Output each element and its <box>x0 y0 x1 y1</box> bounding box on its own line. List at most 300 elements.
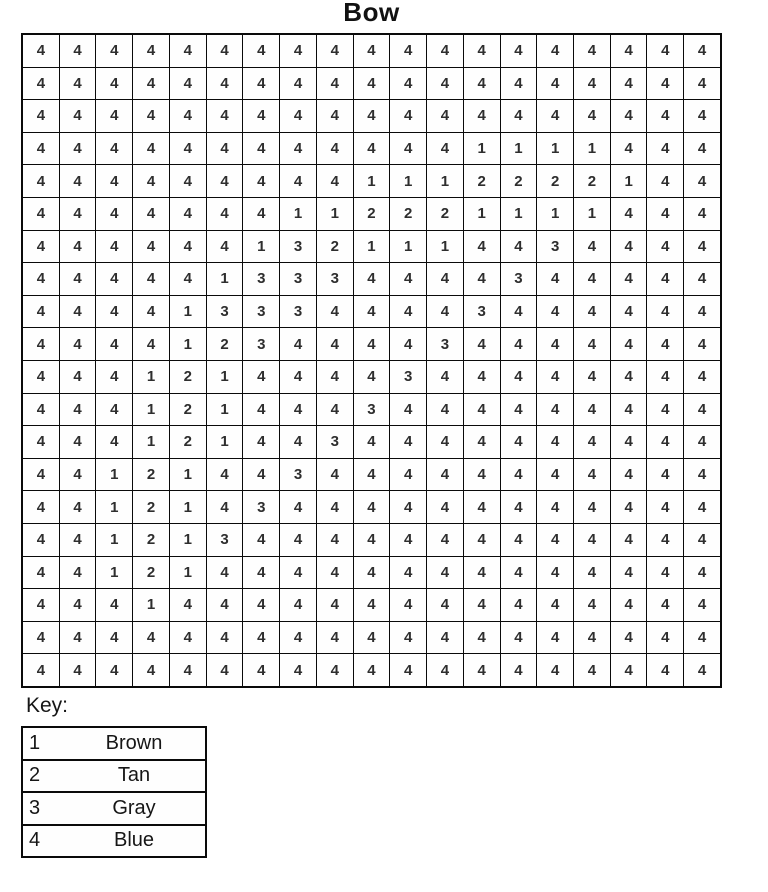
grid-cell: 1 <box>133 426 170 458</box>
grid-cell: 4 <box>23 198 60 230</box>
grid-cell: 1 <box>464 198 501 230</box>
grid-cell: 4 <box>23 100 60 132</box>
grid-cell: 4 <box>60 231 97 263</box>
grid-row <box>23 231 720 264</box>
grid-cell: 4 <box>574 328 611 360</box>
grid-cell: 4 <box>611 361 648 393</box>
grid-cell: 4 <box>207 622 244 654</box>
grid-cell: 4 <box>23 459 60 491</box>
grid-cell: 4 <box>280 361 317 393</box>
grid-cell: 4 <box>96 654 133 686</box>
grid-cell: 4 <box>354 100 391 132</box>
grid-cell: 4 <box>697 596 707 614</box>
grid-cell: 4 <box>390 328 427 360</box>
grid-cell: 2 <box>207 328 244 360</box>
grid-cell: 4 <box>647 198 684 230</box>
grid-cell: 4 <box>390 589 427 621</box>
grid-cell: 4 <box>60 622 97 654</box>
grid-cell: 4 <box>243 622 280 654</box>
grid-cell: 4 <box>280 165 317 197</box>
grid-cell: 4 <box>464 589 501 621</box>
grid-cell: 4 <box>23 231 60 263</box>
grid-cell: 4 <box>390 654 427 686</box>
grid-cell: 4 <box>697 661 707 679</box>
grid-cell: 3 <box>243 296 280 328</box>
grid-cell: 4 <box>317 394 354 426</box>
grid-cell: 4 <box>390 491 427 523</box>
grid-cell: 4 <box>697 270 707 288</box>
grid-cell: 4 <box>60 133 97 165</box>
grid-cell: 4 <box>280 426 317 458</box>
grid-cell: 4 <box>96 361 133 393</box>
grid-cell: 4 <box>390 622 427 654</box>
grid-cell: 4 <box>317 459 354 491</box>
grid-cell: 4 <box>170 35 207 67</box>
grid-cell: 4 <box>537 622 574 654</box>
grid-cell: 4 <box>317 622 354 654</box>
grid-cell: 4 <box>537 491 574 523</box>
grid-cell: 4 <box>354 296 391 328</box>
grid-cell: 4 <box>611 524 648 556</box>
grid-cell: 4 <box>427 459 464 491</box>
grid-row <box>23 622 720 655</box>
key-color-name: Tan <box>117 764 151 787</box>
grid-cell: 4 <box>60 524 97 556</box>
grid-cell: 4 <box>464 426 501 458</box>
grid-cell: 4 <box>697 531 707 549</box>
grid-cell: 1 <box>537 198 574 230</box>
grid-cell: 4 <box>697 42 707 60</box>
grid-cell: 4 <box>133 165 170 197</box>
grid-cell: 4 <box>697 74 707 92</box>
grid-cell: 4 <box>537 296 574 328</box>
grid-cell: 4 <box>354 654 391 686</box>
grid-cell: 4 <box>390 68 427 100</box>
grid-row <box>23 361 720 394</box>
grid-cell: 4 <box>647 68 684 100</box>
grid-cell: 4 <box>464 231 501 263</box>
grid-cell: 2 <box>354 198 391 230</box>
grid-cell: 4 <box>697 140 707 158</box>
grid-cell: 1 <box>170 459 207 491</box>
grid-cell: 4 <box>96 589 133 621</box>
grid-row <box>23 133 720 166</box>
grid-cell: 4 <box>23 426 60 458</box>
grid-row <box>23 394 720 427</box>
grid-row <box>23 524 720 557</box>
grid-row <box>23 165 720 198</box>
grid-cell: 4 <box>611 328 648 360</box>
grid-cell: 3 <box>317 426 354 458</box>
grid-cell: 4 <box>133 296 170 328</box>
grid-cell: 3 <box>390 361 427 393</box>
grid-cell: 4 <box>501 328 538 360</box>
grid-cell: 4 <box>574 622 611 654</box>
grid-cell: 4 <box>354 35 391 67</box>
grid-cell: 1 <box>133 394 170 426</box>
grid-cell: 4 <box>243 654 280 686</box>
grid-cell: 4 <box>647 654 684 686</box>
grid-cell: 3 <box>243 328 280 360</box>
grid-row <box>23 426 720 459</box>
grid-row <box>23 198 720 231</box>
grid-cell: 3 <box>243 263 280 295</box>
grid-cell: 4 <box>243 426 280 458</box>
grid-cell: 4 <box>60 100 97 132</box>
grid-cell: 4 <box>464 263 501 295</box>
grid-cell: 3 <box>243 491 280 523</box>
grid-cell: 3 <box>280 296 317 328</box>
grid-cell: 4 <box>207 133 244 165</box>
grid-cell: 1 <box>354 165 391 197</box>
grid-cell: 4 <box>354 491 391 523</box>
grid-cell: 4 <box>96 263 133 295</box>
grid-row <box>23 328 720 361</box>
grid-cell: 4 <box>23 133 60 165</box>
grid-cell: 3 <box>207 296 244 328</box>
grid-cell: 4 <box>611 296 648 328</box>
grid-cell: 4 <box>697 335 707 353</box>
grid-cell: 4 <box>574 100 611 132</box>
grid-cell: 4 <box>537 35 574 67</box>
grid-cell: 4 <box>317 328 354 360</box>
grid-cell: 4 <box>697 368 707 386</box>
grid-cell: 4 <box>96 296 133 328</box>
grid-cell: 4 <box>501 394 538 426</box>
grid-cell: 3 <box>280 459 317 491</box>
grid-cell: 4 <box>317 68 354 100</box>
grid-cell: 1 <box>243 231 280 263</box>
grid-cell: 4 <box>647 133 684 165</box>
grid-cell: 4 <box>537 524 574 556</box>
grid-cell: 4 <box>697 498 707 516</box>
grid-cell: 4 <box>464 394 501 426</box>
grid-cell: 4 <box>697 563 707 581</box>
grid-cell: 4 <box>60 361 97 393</box>
key-row <box>23 761 205 794</box>
grid-cell: 4 <box>60 491 97 523</box>
grid-cell: 4 <box>574 394 611 426</box>
grid-cell: 3 <box>354 394 391 426</box>
grid-cell: 4 <box>280 100 317 132</box>
grid-cell: 3 <box>464 296 501 328</box>
grid-cell: 4 <box>317 524 354 556</box>
page-title: Bow <box>343 0 400 27</box>
grid-cell: 4 <box>207 459 244 491</box>
grid-cell: 4 <box>501 231 538 263</box>
grid-cell: 4 <box>647 263 684 295</box>
grid-cell: 1 <box>427 165 464 197</box>
grid-cell: 4 <box>501 100 538 132</box>
grid-row <box>23 35 720 68</box>
grid-row <box>23 68 720 101</box>
grid-cell: 4 <box>501 361 538 393</box>
grid-cell: 4 <box>611 35 648 67</box>
grid-cell: 4 <box>170 198 207 230</box>
grid-cell: 1 <box>501 198 538 230</box>
grid-cell: 4 <box>96 394 133 426</box>
grid-cell: 4 <box>96 100 133 132</box>
grid-cell: 4 <box>60 68 97 100</box>
grid-cell: 4 <box>207 589 244 621</box>
grid-cell: 4 <box>60 557 97 589</box>
grid-cell: 4 <box>427 100 464 132</box>
grid-cell: 4 <box>464 491 501 523</box>
grid-cell: 4 <box>60 35 97 67</box>
grid-cell: 4 <box>243 100 280 132</box>
grid-cell: 2 <box>133 557 170 589</box>
grid-cell: 4 <box>280 35 317 67</box>
grid-cell: 4 <box>207 165 244 197</box>
grid-cell: 4 <box>390 263 427 295</box>
grid-cell: 4 <box>317 35 354 67</box>
grid-cell: 4 <box>537 328 574 360</box>
grid-row <box>23 557 720 590</box>
grid-cell: 4 <box>464 622 501 654</box>
grid-cell: 4 <box>697 400 707 418</box>
grid-cell: 4 <box>133 133 170 165</box>
number-grid <box>21 33 722 688</box>
grid-cell: 4 <box>427 133 464 165</box>
grid-cell: 4 <box>390 557 427 589</box>
grid-row <box>23 589 720 622</box>
grid-cell: 4 <box>280 68 317 100</box>
grid-cell: 4 <box>23 361 60 393</box>
grid-cell: 4 <box>207 491 244 523</box>
grid-cell: 4 <box>611 263 648 295</box>
grid-cell: 4 <box>464 654 501 686</box>
grid-cell: 4 <box>23 589 60 621</box>
grid-cell: 4 <box>317 133 354 165</box>
grid-cell: 4 <box>96 426 133 458</box>
grid-cell: 4 <box>537 100 574 132</box>
grid-cell: 4 <box>23 328 60 360</box>
grid-cell: 4 <box>611 622 648 654</box>
grid-cell: 4 <box>464 100 501 132</box>
grid-row <box>23 654 720 686</box>
grid-cell: 4 <box>611 198 648 230</box>
key-table <box>21 726 207 858</box>
grid-cell: 1 <box>207 263 244 295</box>
grid-cell: 4 <box>647 394 684 426</box>
grid-cell: 1 <box>96 459 133 491</box>
grid-cell: 4 <box>133 328 170 360</box>
grid-cell: 4 <box>697 172 707 190</box>
grid-cell: 4 <box>60 263 97 295</box>
grid-cell: 2 <box>390 198 427 230</box>
grid-cell: 1 <box>464 133 501 165</box>
grid-cell: 4 <box>23 524 60 556</box>
grid-cell: 4 <box>697 628 707 646</box>
grid-cell: 4 <box>23 622 60 654</box>
grid-cell: 4 <box>427 394 464 426</box>
grid-cell: 1 <box>317 198 354 230</box>
grid-cell: 4 <box>23 557 60 589</box>
grid-cell: 4 <box>60 328 97 360</box>
grid-cell: 1 <box>133 361 170 393</box>
grid-cell: 4 <box>207 654 244 686</box>
grid-cell: 1 <box>537 133 574 165</box>
grid-cell: 4 <box>501 426 538 458</box>
grid-cell: 1 <box>170 491 207 523</box>
grid-row <box>23 296 720 329</box>
grid-cell: 1 <box>133 589 170 621</box>
grid-cell: 4 <box>207 557 244 589</box>
grid-cell: 4 <box>243 524 280 556</box>
grid-cell: 4 <box>96 35 133 67</box>
grid-cell: 4 <box>464 524 501 556</box>
grid-cell: 1 <box>96 491 133 523</box>
grid-cell: 3 <box>280 263 317 295</box>
grid-cell: 4 <box>243 165 280 197</box>
grid-cell: 4 <box>427 426 464 458</box>
grid-cell: 4 <box>647 231 684 263</box>
grid-cell: 1 <box>611 165 648 197</box>
grid-cell: 4 <box>207 35 244 67</box>
grid-cell: 3 <box>317 263 354 295</box>
grid-cell: 4 <box>60 165 97 197</box>
grid-cell: 4 <box>697 466 707 484</box>
grid-cell: 1 <box>574 198 611 230</box>
grid-cell: 2 <box>464 165 501 197</box>
grid-cell: 4 <box>611 231 648 263</box>
grid-cell: 4 <box>23 654 60 686</box>
grid-cell: 4 <box>647 622 684 654</box>
grid-cell: 4 <box>427 589 464 621</box>
grid-cell: 4 <box>280 328 317 360</box>
grid-cell: 4 <box>60 394 97 426</box>
grid-cell: 4 <box>354 426 391 458</box>
grid-cell: 4 <box>354 133 391 165</box>
key-row <box>23 793 205 826</box>
grid-cell: 4 <box>611 394 648 426</box>
grid-cell: 4 <box>501 459 538 491</box>
key-color-name: Brown <box>105 731 163 754</box>
grid-cell: 4 <box>317 589 354 621</box>
grid-cell: 4 <box>390 524 427 556</box>
grid-cell: 4 <box>647 426 684 458</box>
grid-cell: 4 <box>427 68 464 100</box>
grid-cell: 4 <box>574 589 611 621</box>
grid-cell: 4 <box>317 654 354 686</box>
grid-cell: 4 <box>647 557 684 589</box>
grid-cell: 4 <box>697 433 707 451</box>
grid-cell: 4 <box>354 263 391 295</box>
grid-cell: 4 <box>537 361 574 393</box>
grid-cell: 4 <box>647 491 684 523</box>
grid-cell: 1 <box>354 231 391 263</box>
grid-cell: 4 <box>354 361 391 393</box>
grid-cell: 4 <box>464 459 501 491</box>
grid-cell: 4 <box>574 524 611 556</box>
key-number: 1 <box>29 731 41 754</box>
grid-cell: 4 <box>243 394 280 426</box>
grid-cell: 4 <box>501 622 538 654</box>
grid-cell: 4 <box>243 133 280 165</box>
grid-cell: 4 <box>207 198 244 230</box>
grid-cell: 4 <box>464 557 501 589</box>
key-number: 2 <box>29 764 41 787</box>
grid-cell: 4 <box>647 165 684 197</box>
grid-cell: 1 <box>96 557 133 589</box>
grid-cell: 1 <box>96 524 133 556</box>
grid-cell: 4 <box>611 589 648 621</box>
grid-cell: 1 <box>390 231 427 263</box>
grid-cell: 4 <box>354 622 391 654</box>
grid-cell: 4 <box>427 263 464 295</box>
grid-cell: 4 <box>574 263 611 295</box>
grid-cell: 4 <box>647 296 684 328</box>
grid-cell: 4 <box>501 524 538 556</box>
grid-cell: 4 <box>170 68 207 100</box>
grid-cell: 2 <box>133 459 170 491</box>
grid-cell: 4 <box>611 68 648 100</box>
grid-row <box>23 491 720 524</box>
grid-cell: 4 <box>60 589 97 621</box>
grid-cell: 4 <box>354 524 391 556</box>
grid-cell: 2 <box>537 165 574 197</box>
grid-cell: 4 <box>60 654 97 686</box>
grid-cell: 4 <box>23 68 60 100</box>
grid-cell: 4 <box>60 198 97 230</box>
grid-cell: 4 <box>317 557 354 589</box>
grid-cell: 4 <box>207 68 244 100</box>
grid-cell: 4 <box>611 654 648 686</box>
grid-cell: 4 <box>23 263 60 295</box>
grid-cell: 4 <box>390 296 427 328</box>
grid-cell: 4 <box>243 557 280 589</box>
grid-cell: 4 <box>280 557 317 589</box>
grid-cell: 4 <box>96 133 133 165</box>
grid-cell: 4 <box>647 35 684 67</box>
grid-cell: 4 <box>280 589 317 621</box>
grid-cell: 4 <box>23 165 60 197</box>
grid-cell: 4 <box>170 133 207 165</box>
grid-cell: 2 <box>317 231 354 263</box>
grid-cell: 4 <box>170 165 207 197</box>
grid-cell: 4 <box>96 165 133 197</box>
key-number: 4 <box>29 829 41 852</box>
grid-cell: 2 <box>133 524 170 556</box>
grid-cell: 1 <box>207 394 244 426</box>
grid-cell: 4 <box>464 68 501 100</box>
grid-cell: 4 <box>60 296 97 328</box>
grid-cell: 4 <box>243 589 280 621</box>
grid-cell: 4 <box>23 394 60 426</box>
grid-cell: 1 <box>170 524 207 556</box>
grid-cell: 2 <box>427 198 464 230</box>
grid-cell: 4 <box>537 394 574 426</box>
grid-cell: 4 <box>574 296 611 328</box>
grid-cell: 1 <box>170 557 207 589</box>
grid-cell: 4 <box>501 557 538 589</box>
grid-cell: 4 <box>317 491 354 523</box>
grid-cell: 4 <box>280 654 317 686</box>
grid-cell: 1 <box>390 165 427 197</box>
grid-cell: 4 <box>537 459 574 491</box>
grid-cell: 4 <box>611 133 648 165</box>
grid-cell: 4 <box>537 654 574 686</box>
grid-cell: 4 <box>133 35 170 67</box>
grid-cell: 4 <box>96 68 133 100</box>
grid-cell: 4 <box>243 68 280 100</box>
grid-cell: 1 <box>207 426 244 458</box>
grid-cell: 4 <box>317 165 354 197</box>
key-row <box>23 826 205 857</box>
grid-cell: 4 <box>390 35 427 67</box>
grid-cell: 4 <box>464 35 501 67</box>
grid-cell: 4 <box>574 557 611 589</box>
